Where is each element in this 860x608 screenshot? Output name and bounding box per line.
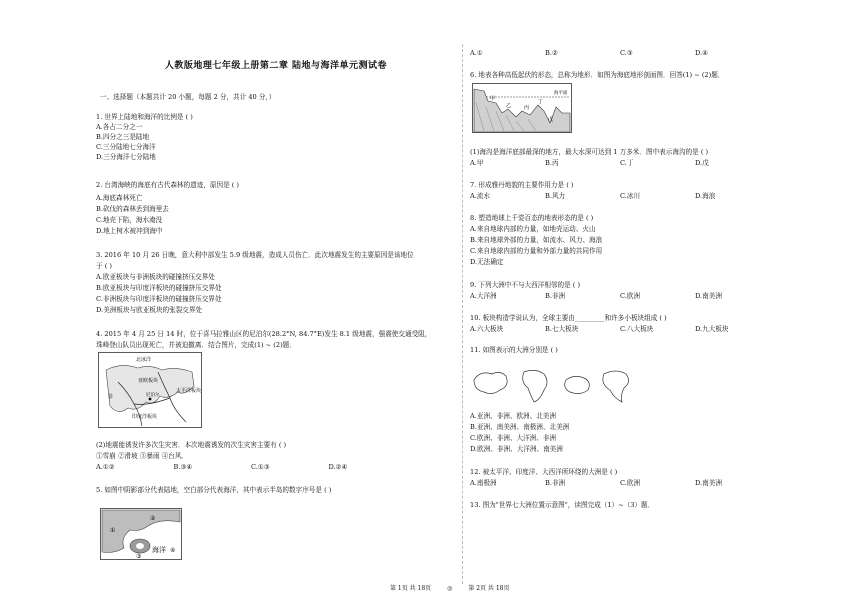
q7-option-d[interactable]: D.海浪 xyxy=(695,192,716,200)
fig5-ocean-label: 海洋 xyxy=(152,546,166,554)
q4-options xyxy=(96,463,406,473)
q2-stem: 2. 台湾海峡的海底有古代森林的遗迹，原因是 ( ) xyxy=(96,181,240,189)
q5-stem: 5. 如图中阴影部分代表陆地，空白部分代表海洋，其中表示半岛的数字序号是 ( ) xyxy=(96,486,332,494)
q4-items: ①雪崩 ②滑坡 ③暴雨 ④台风． xyxy=(96,452,189,460)
q12-option-d[interactable]: D.南美洲 xyxy=(695,479,722,487)
q7-option-b[interactable]: B.风力 xyxy=(545,192,566,200)
q4-option-c[interactable]: C.①③ xyxy=(251,463,270,471)
q2-option-c[interactable]: C.地壳下陷，海水淹没 xyxy=(96,216,163,224)
q10-stem: 10. 板块构造学说认为，全球主要由_________和许多小板块组成 ( ) xyxy=(470,314,667,322)
q5-option-c[interactable]: C.③ xyxy=(620,49,633,57)
continents-figure xyxy=(470,366,640,406)
q5-option-a[interactable]: A.① xyxy=(470,49,483,57)
fig6-jia: 甲 xyxy=(490,96,496,102)
q4-stem: 4. 2015 年 4 月 25 日 14 时，位于喜马拉雅山区的尼泊尔(28.2°N, 84.7°E)发生 8.1 级地震，强震使交通受阻， xyxy=(96,330,432,338)
q12-option-b[interactable]: B.非洲 xyxy=(545,479,566,487)
map-label-arctic: 北冰洋 xyxy=(136,357,152,363)
q6-option-d[interactable]: D.戊 xyxy=(695,159,709,167)
q12-options xyxy=(470,479,770,489)
page-footer xyxy=(390,583,523,592)
q3-stem-cont: 于 ( ) xyxy=(96,262,112,270)
q2-option-b[interactable]: B.砍伐的森林丢到海里去 xyxy=(96,205,169,213)
q11-option-a[interactable]: A.亚洲、非洲、欧洲、北美洲 xyxy=(470,412,556,420)
q3-option-a[interactable]: A.欧亚板块与非洲板块的碰撞挤压交界处 xyxy=(96,273,215,281)
q1-stem: 1. 世界上陆地和海洋的比例是 ( ) xyxy=(96,113,193,121)
continent-shape-4 xyxy=(603,371,629,402)
q7-options xyxy=(470,192,770,202)
q7-option-a[interactable]: A.流水 xyxy=(470,192,491,200)
q8-option-a[interactable]: A.来自地球内部的力量，如地壳运动、火山 xyxy=(470,225,596,233)
q12-stem: 12. 被太平洋、印度洋、大西洋所环绕的大洲是 ( ) xyxy=(470,468,618,476)
q10-option-a[interactable]: A.六大板块 xyxy=(470,325,504,333)
q6-option-a[interactable]: A.甲 xyxy=(470,159,484,167)
q1-option-c[interactable]: C.三分陆地七分海洋 xyxy=(96,143,156,151)
q10-option-d[interactable]: D.九大板块 xyxy=(695,325,729,333)
fig5-num-2: ② xyxy=(150,515,156,522)
q9-stem: 9. 下列大洲中不与大西洋相邻的是 ( ) xyxy=(470,281,581,289)
q1-option-d[interactable]: D.三分海洋七分陆地 xyxy=(96,153,156,161)
q11-option-c[interactable]: C.欧洲、非洲、大洋洲、非洲 xyxy=(470,434,557,442)
q3-option-b[interactable]: B.欧亚板块与印度洋板块的碰撞挤压交界处 xyxy=(96,284,222,292)
q6-option-c[interactable]: C.丁 xyxy=(620,159,634,167)
q5-option-b[interactable]: B.② xyxy=(545,49,558,57)
map-label-indian: 印度洋板块 xyxy=(132,414,158,420)
q7-stem: 7. 形成雅丹地貌的主要作用力是 ( ) xyxy=(470,181,574,189)
epicenter-marker xyxy=(149,398,152,401)
q3-stem: 3. 2016 年 10 月 26 日晚，意大利中部发生 5.9 级地震，造成人员伤亡．此次地震发生的主要原因是该地位 xyxy=(96,251,414,259)
continent-shape-3 xyxy=(565,376,590,393)
section-heading: 一、选择题（本题共计 20 小题，每题 2 分，共计 40 分，） xyxy=(100,93,276,101)
map-label-pacific: 太平洋板块 xyxy=(176,388,202,394)
q4-option-d[interactable]: D.②④ xyxy=(328,463,348,471)
q8-option-b[interactable]: B.来自地球外部的力量，如流水、风力、海浪 xyxy=(470,236,603,244)
q3-option-c[interactable]: C.非洲板块与印度洋板块的碰撞挤压交界处 xyxy=(96,295,222,303)
fig6-yi: 乙 xyxy=(506,103,512,109)
fig6-bing: 丙 xyxy=(524,105,530,111)
q4-option-b[interactable]: B.③④ xyxy=(173,463,193,471)
q9-option-a[interactable]: A.大洋洲 xyxy=(470,292,497,300)
q9-option-c[interactable]: C.欧洲 xyxy=(620,292,641,300)
q12-option-a[interactable]: A.南极洲 xyxy=(470,479,497,487)
fig5-num-1: ① xyxy=(110,527,116,534)
q1-option-b[interactable]: B.四分之三是陆地 xyxy=(96,133,150,141)
q9-options xyxy=(470,292,770,302)
q11-option-b[interactable]: B.亚洲、南美洲、南极洲、北美洲 xyxy=(470,423,570,431)
q9-option-b[interactable]: B.非洲 xyxy=(545,292,566,300)
column-divider xyxy=(462,44,463,584)
q13-stem: 13. 图为"世界七大洲位置示意图"，读图完成（1）~（3）题． xyxy=(470,501,655,509)
q4-option-a[interactable]: A.①② xyxy=(96,463,115,471)
q9-option-d[interactable]: D.南美洲 xyxy=(695,292,722,300)
q1-option-a[interactable]: A.各占二分之一 xyxy=(96,123,143,131)
fig6-sea-level: 海平面 xyxy=(554,91,568,96)
q8-option-d[interactable]: D.无法确定 xyxy=(470,258,504,266)
q8-stem: 8. 塑造地球上千姿百态的地表形态的是 ( ) xyxy=(470,214,594,222)
map-label-africa: 非 xyxy=(108,394,114,400)
footer-page-right: 第 2页 共 18页 xyxy=(468,585,510,592)
fig6-wu: 戊 xyxy=(548,117,554,123)
fig6-ding: 丁 xyxy=(538,99,544,105)
footer-page-left: 第 1页 共 18页 xyxy=(390,585,432,592)
q4-sub2: (2)地震能诱发许多次生灾害．本次地震诱发的次生灾害主要有 ( ) xyxy=(96,441,287,449)
q2-option-a[interactable]: A.海底森林死亡 xyxy=(96,194,143,202)
peninsula-figure xyxy=(100,508,182,560)
q2-option-d[interactable]: D.地上树木被冲到海中 xyxy=(96,227,163,235)
seafloor-profile-figure xyxy=(472,83,572,133)
map-label-eurasia: 亚欧板块 xyxy=(138,378,159,384)
q10-options xyxy=(470,325,770,335)
footer-separator: ◎ xyxy=(447,585,453,592)
q10-option-c[interactable]: C.八大板块 xyxy=(620,325,654,333)
q5-options xyxy=(470,49,770,59)
q4-stem-cont: 珠峰登山队员出现死亡，并被迫撤离．结合图片，完成(1) ~ (2)题． xyxy=(96,341,296,349)
fig5-num-4: ④ xyxy=(170,547,176,554)
plate-map-figure xyxy=(98,352,202,428)
q6-options xyxy=(470,159,770,169)
q6-option-b[interactable]: B.丙 xyxy=(545,159,559,167)
continent-shape-2 xyxy=(523,370,547,402)
q6-sub1: (1)海沟是海洋底部最深的地方，最大水深可达到 1 万多米．图中表示海沟的是 ( ) xyxy=(470,148,709,156)
q3-option-d[interactable]: D.美洲板块与欧亚板块的张裂交界处 xyxy=(96,306,203,314)
q8-option-c[interactable]: C.来自地球内部的力量和外部力量的共同作用 xyxy=(470,247,603,255)
continent-shape-1 xyxy=(474,372,507,393)
page-title: 人教版地理七年级上册第二章 陆地与海洋单元测试卷 xyxy=(164,61,388,71)
q7-option-c[interactable]: C.冰川 xyxy=(620,192,641,200)
q5-option-d[interactable]: D.④ xyxy=(695,49,709,57)
q11-option-d[interactable]: D.欧洲、非洲、大洋洲、南美洲 xyxy=(470,445,563,453)
q11-stem: 11. 如图表示的大洲分别是 ( ) xyxy=(470,346,558,354)
fig5-num-3: ③ xyxy=(136,553,142,560)
map-label-nepal: 尼泊尔 xyxy=(146,393,160,398)
q12-option-c[interactable]: C.欧洲 xyxy=(620,479,641,487)
q10-option-b[interactable]: B.七大板块 xyxy=(545,325,579,333)
q6-stem: 6. 地表各种高低起伏的形态，总称为地形．如图为海底地形剖面图．回答(1) ~ (2)题． xyxy=(470,71,725,79)
